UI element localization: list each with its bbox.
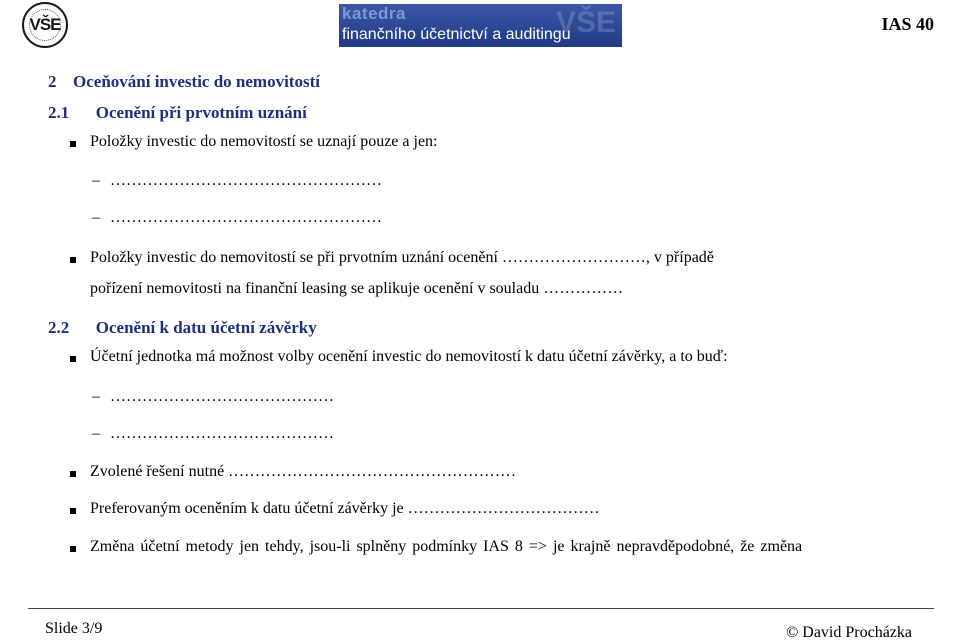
- blank-line: ……………………………………………: [110, 172, 382, 189]
- dash-marker: –: [92, 209, 100, 226]
- list-item: Zvolené řešení nutné ………………………………………………: [90, 463, 517, 480]
- banner-watermark: VŠE: [555, 6, 616, 39]
- dash-marker: –: [92, 425, 100, 442]
- subsection-number: 2.1: [48, 103, 70, 122]
- blank-line: ……………………………………: [110, 388, 334, 405]
- dash-marker: –: [92, 172, 100, 189]
- section-number: 2: [48, 72, 57, 91]
- list-item: Položky investic do nemovitostí se uznají pouze a jen:: [90, 133, 438, 150]
- subsection-number: 2.2: [48, 318, 70, 337]
- author-credit: © David Procházka: [786, 624, 912, 641]
- bullet-icon: [70, 141, 76, 147]
- topic-label: IAS 40: [881, 14, 934, 34]
- subsection-heading-2-2: [48, 318, 317, 338]
- list-item: Preferovaným oceněním k datu účetní závěrky je ………………………………: [90, 500, 600, 517]
- section-title: Oceňování investic do nemovitostí: [73, 72, 320, 91]
- subsection-title: Ocenění k datu účetní závěrky: [95, 318, 317, 337]
- banner-line2: finančního účetnictví a auditingu: [342, 26, 571, 43]
- list-item: Účetní jednotka má možnost volby ocenění investic do nemovitostí k datu účetní závěrky, a to buď:: [90, 348, 728, 365]
- section-heading: [48, 72, 320, 92]
- bullet-icon: [70, 471, 76, 477]
- bullet-icon: [70, 508, 76, 514]
- blank-line: ……………………………………: [110, 425, 334, 442]
- slide-number: Slide 3/9: [45, 620, 103, 637]
- subsection-title: Ocenění při prvotním uznání: [95, 103, 307, 122]
- banner-line1: katedra: [342, 4, 406, 23]
- department-banner: [339, 4, 622, 47]
- blank-line: ……………………………………………: [110, 209, 382, 226]
- bullet-icon: [70, 546, 76, 552]
- vse-logo: [22, 2, 68, 48]
- footer-divider: [28, 608, 934, 609]
- bullet-icon: [70, 257, 76, 263]
- logo-text: VŠE: [29, 15, 61, 34]
- dash-marker: –: [92, 388, 100, 405]
- bullet-icon: [70, 356, 76, 362]
- list-item: Změna účetní metody jen tehdy, jsou-li splněny podmínky IAS 8 => je krajně nepravděpodobné, že změna: [90, 538, 803, 555]
- list-item: Položky investic do nemovitostí se při prvotním uznání ocenění ………………………, v případě: [90, 249, 714, 266]
- subsection-heading-2-1: [48, 103, 307, 123]
- list-item-continuation: pořízení nemovitosti na finanční leasing se aplikuje ocenění v souladu ……………: [90, 280, 624, 297]
